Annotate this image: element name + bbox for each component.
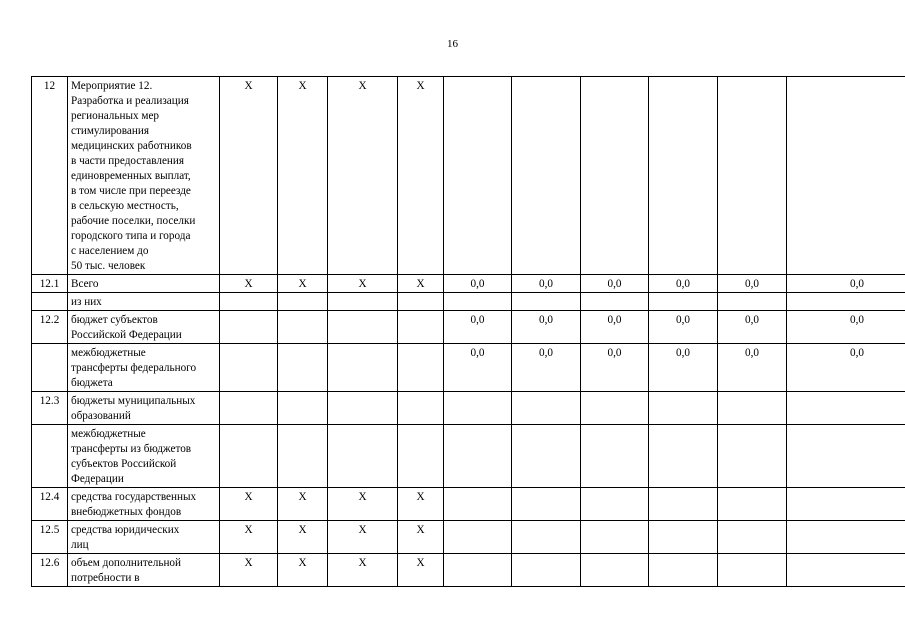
mark-cell [328,344,398,392]
mark-cell: Х [220,488,278,521]
value-cell [512,488,581,521]
value-cell: 0,0 [444,311,512,344]
value-cell [581,392,649,425]
value-cell [581,488,649,521]
row-name-cell: бюджеты муниципальных образований [68,392,220,425]
row-name-cell: Мероприятие 12. Разработка и реализация региональных мер стимулирования медицинских работников в части предоставления единовременных выплат, в том числе при переезде в сельскую местность, рабочие поселки, поселки городского типа и города с населением до 50 тыс. человек [68,77,220,275]
row-name-cell: средства юридических лиц [68,521,220,554]
value-cell [649,521,718,554]
row-number-cell: 12.5 [32,521,68,554]
value-cell [649,293,718,311]
mark-cell [220,311,278,344]
mark-cell [278,425,328,488]
value-cell [718,488,787,521]
value-cell: 0,0 [444,344,512,392]
mark-cell: Х [278,77,328,275]
value-cell [444,554,512,587]
mark-cell: Х [328,488,398,521]
mark-cell [220,425,278,488]
table-row [32,392,905,425]
mark-cell [220,293,278,311]
value-cell [649,554,718,587]
table-row [32,554,905,587]
mark-cell: Х [278,488,328,521]
row-number-cell: 12.4 [32,488,68,521]
mark-cell: Х [328,77,398,275]
row-number-cell [32,425,68,488]
mark-cell [220,392,278,425]
value-cell: 0,0 [581,311,649,344]
table-row [32,311,905,344]
value-cell: 0,0 [718,344,787,392]
mark-cell: Х [398,554,444,587]
row-name-cell: объем дополнительной потребности в [68,554,220,587]
value-cell [787,293,905,311]
value-cell: 0,0 [718,311,787,344]
budget-table [31,76,905,587]
value-cell: 0,0 [581,344,649,392]
value-cell: 0,0 [512,311,581,344]
mark-cell [278,392,328,425]
mark-cell: Х [398,77,444,275]
value-cell [649,488,718,521]
mark-cell [278,311,328,344]
table-row [32,425,905,488]
row-name-cell: средства государственных внебюджетных фондов [68,488,220,521]
row-number-cell: 12.2 [32,311,68,344]
value-cell: 0,0 [649,344,718,392]
mark-cell [278,293,328,311]
value-cell [512,554,581,587]
mark-cell: Х [278,521,328,554]
value-cell [444,488,512,521]
mark-cell: Х [220,275,278,293]
mark-cell: Х [278,275,328,293]
value-cell [444,521,512,554]
mark-cell: Х [278,554,328,587]
value-cell [787,392,905,425]
mark-cell: Х [398,275,444,293]
value-cell [512,293,581,311]
mark-cell: Х [328,275,398,293]
mark-cell [328,425,398,488]
value-cell: 0,0 [787,344,905,392]
mark-cell [398,293,444,311]
value-cell [649,77,718,275]
value-cell: 0,0 [649,311,718,344]
page-number: 16 [447,38,458,50]
value-cell: 0,0 [512,275,581,293]
value-cell [512,521,581,554]
row-name-cell: бюджет субъектов Российской Федерации [68,311,220,344]
mark-cell: Х [398,488,444,521]
mark-cell [328,311,398,344]
value-cell [581,425,649,488]
table-row [32,344,905,392]
row-number-cell [32,344,68,392]
row-number-cell: 12 [32,77,68,275]
row-number-cell [32,293,68,311]
value-cell [718,521,787,554]
mark-cell [398,344,444,392]
mark-cell [278,344,328,392]
table-row [32,293,905,311]
value-cell [787,77,905,275]
mark-cell [328,293,398,311]
value-cell: 0,0 [512,344,581,392]
value-cell: 0,0 [649,275,718,293]
mark-cell: Х [398,521,444,554]
row-number-cell: 12.3 [32,392,68,425]
value-cell [444,425,512,488]
value-cell: 0,0 [581,275,649,293]
table-row [32,488,905,521]
value-cell: 0,0 [787,311,905,344]
value-cell [581,554,649,587]
value-cell [581,77,649,275]
row-name-cell: межбюджетные трансферты из бюджетов субъектов Российской Федерации [68,425,220,488]
table-row [32,275,905,293]
value-cell [718,77,787,275]
mark-cell [398,311,444,344]
row-name-cell: Всего [68,275,220,293]
row-name-cell: межбюджетные трансферты федерального бюджета [68,344,220,392]
value-cell [718,392,787,425]
mark-cell [328,392,398,425]
value-cell [512,425,581,488]
value-cell [444,77,512,275]
value-cell: 0,0 [444,275,512,293]
mark-cell: Х [220,554,278,587]
row-number-cell: 12.1 [32,275,68,293]
value-cell [649,392,718,425]
value-cell [649,425,718,488]
value-cell: 0,0 [787,275,905,293]
mark-cell [220,344,278,392]
value-cell [787,488,905,521]
value-cell [581,521,649,554]
value-cell [444,293,512,311]
value-cell [512,77,581,275]
value-cell [718,293,787,311]
value-cell [787,521,905,554]
row-number-cell: 12.6 [32,554,68,587]
value-cell [444,392,512,425]
value-cell [581,293,649,311]
mark-cell: Х [220,521,278,554]
table-row [32,521,905,554]
value-cell [718,554,787,587]
value-cell: 0,0 [718,275,787,293]
mark-cell: Х [328,554,398,587]
row-name-cell: из них [68,293,220,311]
mark-cell: Х [328,521,398,554]
value-cell [787,425,905,488]
value-cell [787,554,905,587]
value-cell [718,425,787,488]
table-body [32,77,905,587]
table-row [32,77,905,275]
mark-cell: Х [220,77,278,275]
value-cell [512,392,581,425]
mark-cell [398,425,444,488]
mark-cell [398,392,444,425]
